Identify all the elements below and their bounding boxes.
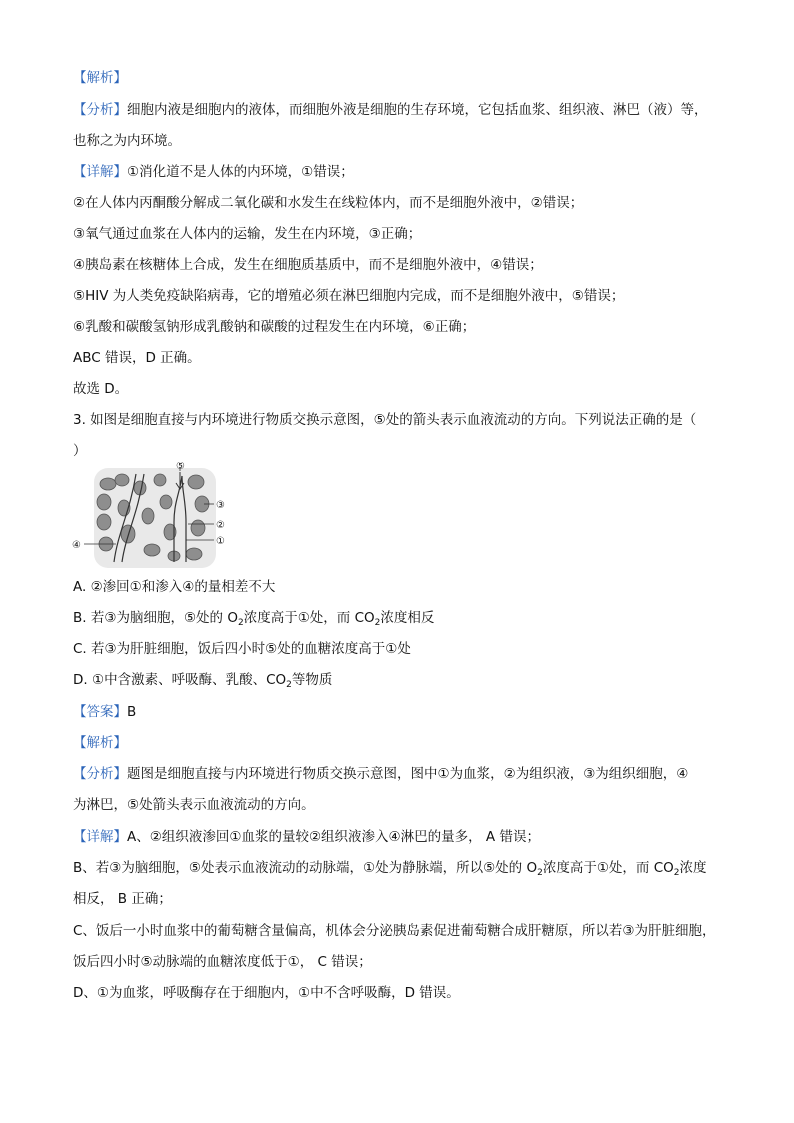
detail-line-6: ⑥乳酸和碳酸氢钠形成乳酸钠和碳酸的过程发生在内环境，⑥正确； <box>73 319 476 335</box>
answer-detail-b-2: 相反， B 正确； <box>73 891 172 907</box>
question-3-stem-1: 3. 如图是细胞直接与内环境进行物质交换示意图，⑤处的箭头表示血液流动的方向。下列说法正确的是（ <box>73 412 697 428</box>
label-4: ④ <box>72 540 81 551</box>
answer-line: 【答案】B <box>73 704 137 720</box>
option-a: A. ②渗回①和渗入④的量相差不大 <box>73 579 276 595</box>
answer-detail-b-1: B、若③为脑细胞，⑤处表示血液流动的动脉端，①处为静脉端，所以⑤处的 $O_2$浓度高于①处，而 $CO_2$浓度 <box>73 860 707 878</box>
option-d: D. ①中含激素、呼吸酶、乳酸、$CO_2$等物质 <box>73 672 333 690</box>
analysis-paragraph-1: 【分析】细胞内液是细胞内的液体，而细胞外液是细胞的生存环境，它包括血浆、组织液、淋巴（液）等， <box>73 102 708 118</box>
answer-analysis-1: 【分析】题图是细胞直接与内环境进行物质交换示意图，图中①为血浆，②为组织液，③为组织细胞，④ <box>73 766 689 782</box>
answer-detail-d: D、①为血浆，呼吸酶存在于细胞内，①中不含呼吸酶，D 错误。 <box>73 985 460 1001</box>
option-b: B. 若③为脑细胞，⑤处的 $O_2$浓度高于①处，而 $CO_2$浓度相反 <box>73 610 435 628</box>
option-c: C. 若③为肝脏细胞，饭后四小时⑤处的血糖浓度高于①处 <box>73 641 411 657</box>
label-5: ⑤ <box>176 462 185 472</box>
detail-line-1: 【详解】①消化道不是人体的内环境，①错误； <box>73 164 354 180</box>
answer-detail-a: 【详解】A、②组织液渗回①血浆的量较②组织液渗入④淋巴的量多， A 错误； <box>73 829 540 845</box>
detail-line-2: ②在人体内丙酮酸分解成二氧化碳和水发生在线粒体内，而不是细胞外液中，②错误； <box>73 195 584 211</box>
analysis-paragraph-2: 也称之为内环境。 <box>73 133 181 149</box>
label-2: ② <box>216 520 225 531</box>
detail-line-4: ④胰岛素在核糖体上合成，发生在细胞质基质中，而不是细胞外液中，④错误； <box>73 257 543 273</box>
cell-exchange-diagram <box>70 462 238 572</box>
question-3-stem-2: ） <box>73 443 87 459</box>
answer-analysis-heading: 【解析】 <box>73 735 127 751</box>
detail-line-8: 故选 D。 <box>73 381 129 397</box>
detail-line-5: ⑤HIV 为人类免疫缺陷病毒，它的增殖必须在淋巴细胞内完成，而不是细胞外液中，⑤错误； <box>73 288 625 304</box>
analysis-heading: 【解析】 <box>73 70 127 86</box>
answer-detail-c-2: 饭后四小时⑤动脉端的血糖浓度低于①， C 错误； <box>73 954 372 970</box>
label-1: ① <box>216 536 225 547</box>
answer-detail-c-1: C、饭后一小时血浆中的葡萄糖含量偏高，机体会分泌胰岛素促进葡萄糖合成肝糖原，所以若③为肝脏细胞， <box>73 923 716 939</box>
label-3: ③ <box>216 500 225 511</box>
detail-line-7: ABC 错误，D 正确。 <box>73 350 201 366</box>
detail-line-3: ③氧气通过血浆在人体内的运输，发生在内环境，③正确； <box>73 226 422 242</box>
answer-analysis-2: 为淋巴，⑤处箭头表示血液流动的方向。 <box>73 797 315 813</box>
